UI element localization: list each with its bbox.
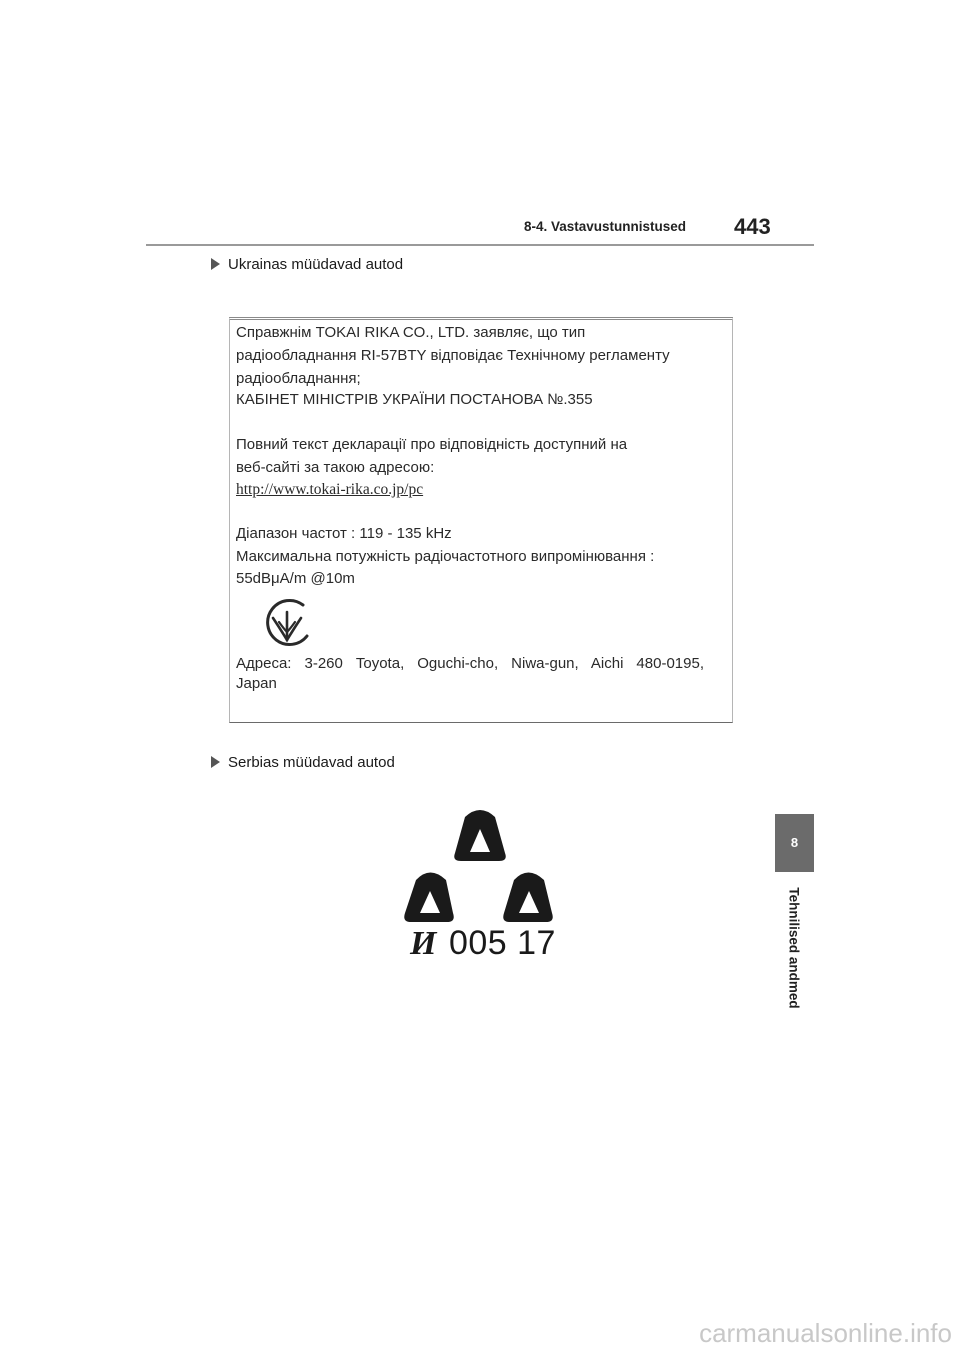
declaration-line: радіообладнання; — [236, 370, 361, 387]
section-title: 8-4. Vastavustunnistused — [524, 219, 687, 234]
serbia-code-number: 005 17 — [448, 924, 556, 962]
serbia-approval-code — [410, 924, 556, 963]
ukraine-heading — [211, 256, 403, 273]
serbia-triangle-mark-icon — [404, 805, 556, 925]
serbia-heading — [211, 754, 395, 771]
ukraine-heading-text: Ukrainas müüdavad autod — [228, 256, 404, 273]
max-power-label: Максимальна потужність радіочастотного випромінювання : — [236, 548, 655, 565]
bullet-triangle-icon — [211, 258, 220, 270]
serbia-code-prefix: И — [410, 925, 437, 962]
declaration-line: Справжнім TOKAI RIKA CO., LTD. заявляє, що тип — [236, 324, 586, 341]
declaration-line: Повний текст декларації про відповідність доступний на — [236, 436, 628, 453]
chapter-label: Tehnilised andmed — [786, 887, 802, 1009]
declaration-line: КАБІНЕТ МІНІСТРІВ УКРАЇНИ ПОСТАНОВА №.355 — [236, 391, 593, 408]
serbia-heading-text: Serbias müüdavad autod — [228, 754, 395, 771]
manufacturer-address: Адреса: 3-260 Toyota, Oguchi-cho, Niwa-gun, Aichi 480-0195, — [236, 655, 704, 672]
bullet-triangle-icon — [211, 756, 220, 768]
frequency-range: Діапазон частот : 119 - 135 kHz — [236, 525, 452, 542]
page-number: 443 — [734, 214, 771, 239]
declaration-line: радіообладнання RI-57BTY відповідає Технічному регламенту — [236, 347, 670, 364]
max-power-value: 55dBμA/m @10m — [236, 570, 355, 587]
manufacturer-address-country: Japan — [236, 675, 277, 692]
watermark: carmanualsonline.info — [699, 1318, 952, 1348]
declaration-line: веб-сайті за такою адресою: — [236, 459, 435, 476]
header-divider — [146, 244, 814, 246]
ukraine-conformity-mark-icon — [259, 596, 315, 652]
declaration-url-link[interactable]: http://www.tokai-rika.co.jp/pc — [236, 481, 424, 498]
chapter-tab[interactable]: 8 — [775, 814, 814, 872]
